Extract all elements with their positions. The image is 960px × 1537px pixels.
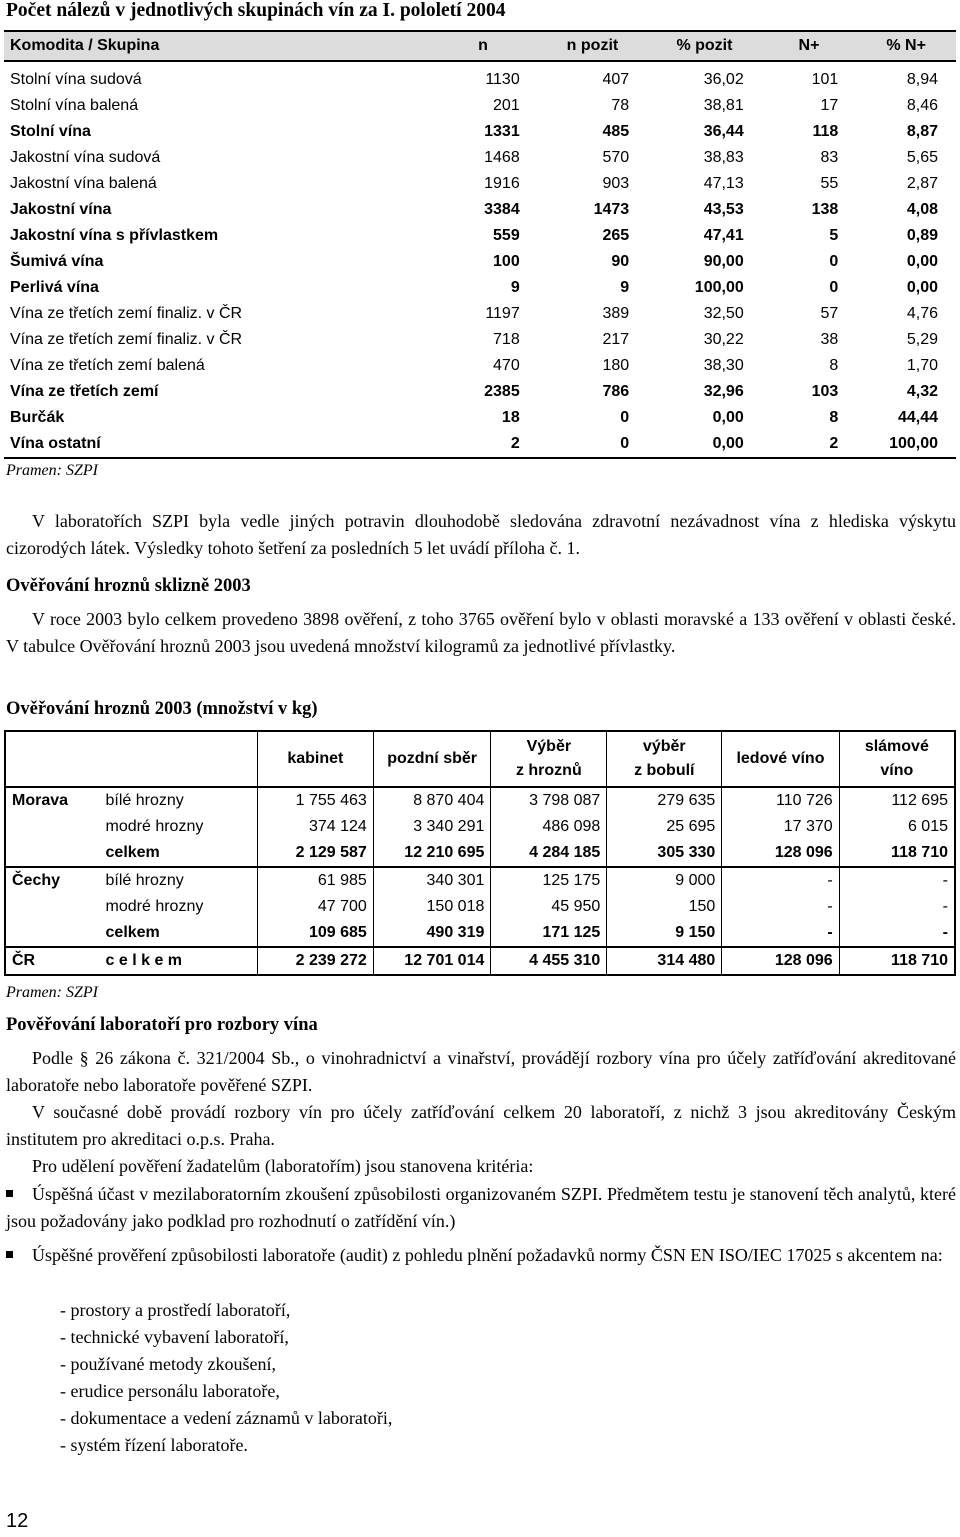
cell-value: 55 [820,175,839,192]
cell-value: 118 710 [839,947,955,975]
table-row [4,145,956,171]
findings-table-header [4,31,956,61]
list-item: - používané metody zkoušení, [60,1354,276,1374]
header-cell [373,731,491,787]
section-heading-labs: Pověřování laboratoří pro rozbory vína [6,1015,318,1035]
cell-value: 103 [811,383,839,400]
cell-value: 279 635 [607,787,722,814]
cell-value: 9 [510,279,520,296]
cell-value: 4,76 [906,305,938,322]
header-cell: n pozit [538,31,647,61]
cell-value: 83 [820,149,839,166]
cell-value: 25 695 [607,814,722,840]
row-label: Vína ostatní [4,431,428,458]
findings-table [4,30,956,459]
table-row [4,249,956,275]
cell-value: 8,94 [906,71,938,88]
cell-value: 1331 [484,123,520,140]
cell-value: 2 [428,431,537,458]
header-cell: n [428,31,537,61]
cell-value: - [839,894,955,920]
cell-value: 12 701 014 [373,947,491,975]
cell-value: 0 [829,253,839,270]
cell-value: 4,32 [906,383,938,400]
table-row [4,223,956,249]
paragraph-1: V laboratořích SZPI byla vedle jiných potravin dlouhodobě sledována zdravotní nezávadnost vína z hlediska výskytu cizorodých látek. Výsledky tohoto šetření za posledních 5 let uvádí příloha č. 1. [6,511,956,558]
cell-value: 407 [602,71,630,88]
header-line: z hroznů [515,762,582,779]
cell-value: 2,87 [906,175,938,192]
grape-verification-table [4,730,956,976]
findings-table-body [4,67,956,458]
cell-value: 0,00 [906,253,938,270]
cell-value: 30,22 [703,331,744,348]
cell-value: 61 985 [257,867,373,894]
cell-value: 1916 [484,175,520,192]
region-label [5,920,100,947]
table-row [4,327,956,353]
table-row [4,275,956,301]
region-label: Čechy [5,867,100,894]
cell-value: 0 [829,279,839,296]
row-label: Vína ze třetích zemí [10,383,159,400]
cell-value: 265 [602,227,630,244]
cell-value: 6 015 [839,814,955,840]
cell-value: 0 [538,431,647,458]
list-item: - systém řízení laboratoře. [60,1435,248,1455]
bullet-square-icon [6,1190,13,1197]
cell-value: 217 [602,331,630,348]
row-label: Jakostní vína s přívlastkem [10,227,219,244]
section-heading-verification: Ověřování hroznů sklizně 2003 [6,576,251,596]
cell-value: 57 [820,305,839,322]
row-label: celkem [105,924,160,941]
table-row [4,67,956,93]
header-line: víno [880,762,914,779]
cell-value: - [722,894,839,920]
table-row [4,197,956,223]
row-label: Stolní vína balená [10,97,139,114]
cell-value: 43,53 [703,201,744,218]
cell-value: 32,50 [703,305,744,322]
cell-value: 8 870 404 [373,787,491,814]
grape-table-header [5,731,955,787]
cell-value: 138 [811,201,839,218]
cell-value: 4 455 310 [491,947,607,975]
table-row [5,787,955,814]
cell-value: 0 [620,409,630,426]
criteria-bullet-1: Úspěšná účast v mezilaboratorním zkoušení způsobilosti organizovaném SZPI. Předmětem testu je stanovení těch analytů, které jsou požadovány jako podklad pro rozhodnutí o zatřídění vín.) [6,1184,956,1231]
cell-value: 47,41 [703,227,744,244]
cell-value: 485 [602,123,630,140]
header-line: z bobulí [634,762,695,779]
cell-value: 2 239 272 [257,947,373,975]
paragraph-4: V současné době provádí rozbory vín pro účely zatříďování celkem 20 laboratoří, z nichž 3 jsou akreditovány Českým institutem pro akreditaci o.p.s. Praha. [6,1102,956,1149]
region-label [5,840,100,867]
cell-value: - [722,867,839,894]
header-cell [257,731,373,787]
cell-value: 128 096 [722,947,839,975]
table-row [5,920,955,947]
cell-value: 8,87 [906,123,938,140]
cell-value: 44,44 [897,409,938,426]
table-row [5,894,955,920]
cell-value: 0,00 [906,279,938,296]
cell-value: 112 695 [839,787,955,814]
cell-value: 17 [820,97,839,114]
cell-value: 38,83 [703,149,744,166]
cell-value: 47,13 [703,175,744,192]
cell-value: 490 319 [373,920,491,947]
cell-value: - [839,920,955,947]
cell-value: 78 [611,97,630,114]
table-row [5,947,955,975]
cell-value: 486 098 [491,814,607,840]
header-cell: % pozit [647,31,762,61]
table-row [4,171,956,197]
cell-value: 389 [602,305,630,322]
table-row [4,405,956,431]
cell-value: 118 710 [839,840,955,867]
row-label: modré hrozny [105,818,204,835]
cell-value: 314 480 [607,947,722,975]
header-line: slámové [864,738,929,755]
cell-value: 128 096 [722,840,839,867]
cell-value: 0,00 [712,409,744,426]
list-item: - dokumentace a vedení záznamů v laboratoři, [60,1408,393,1428]
cell-value: 12 210 695 [373,840,491,867]
cell-value: 5,29 [906,331,938,348]
cell-value: 45 950 [491,894,607,920]
header-line: ledové víno [736,750,825,767]
cell-value: 36,02 [703,71,744,88]
row-label: Vína ze třetích zemí balená [10,357,205,374]
cell-value: 4,08 [906,201,938,218]
cell-value: 38 [820,331,839,348]
header-line: kabinet [287,750,344,767]
cell-value: 8,46 [906,97,938,114]
header-line: Výběr [526,738,572,755]
row-label: Stolní vína sudová [10,71,142,88]
paragraph-5: Pro udělení pověření žadatelům (laboratořím) jsou stanovena kritéria: [32,1156,534,1176]
table-row [4,379,956,405]
cell-value: 1468 [484,149,520,166]
table-row [5,867,955,894]
cell-value: 1197 [485,305,520,322]
cell-value: 18 [501,409,520,426]
table-row [5,840,955,867]
table-row [4,353,956,379]
header-line: výběr [642,738,686,755]
cell-value: 570 [602,149,630,166]
cell-value: 125 175 [491,867,607,894]
cell-value: 5 [829,227,839,244]
page-number: 12 [6,1510,29,1532]
cell-value: 4 284 185 [491,840,607,867]
audit-list [60,1297,392,1459]
cell-value: 38,30 [703,357,744,374]
cell-value: 1,70 [906,357,938,374]
cell-value: 171 125 [491,920,607,947]
list-item: - erudice personálu laboratoře, [60,1381,280,1401]
row-label: c e l k e m [100,947,258,975]
row-label: Burčák [10,409,65,426]
cell-value: 2 129 587 [257,840,373,867]
cell-value: 47 700 [257,894,373,920]
cell-value: 101 [811,71,839,88]
cell-value: 17 370 [722,814,839,840]
row-label: Jakostní vína [10,201,112,218]
cell-value: 90,00 [703,253,744,270]
cell-value: 3384 [484,201,520,218]
table-row [4,301,956,327]
cell-value: 2 [762,431,857,458]
cell-value: 36,44 [703,123,744,140]
region-label: ČR [5,947,100,975]
cell-value: 110 726 [722,787,839,814]
region-label [5,894,100,920]
cell-value: 100,00 [694,279,744,296]
cell-value: 374 124 [257,814,373,840]
row-label: bílé hrozny [100,867,258,894]
cell-value: 100,00 [856,431,956,458]
row-label: modré hrozny [105,898,204,915]
cell-value: 0,00 [647,431,762,458]
table2-heading: Ověřování hroznů 2003 (množství v kg) [6,699,318,719]
cell-value: 786 [602,383,630,400]
cell-value: 1130 [485,71,520,88]
page-title: Počet nálezů v jednotlivých skupinách vín za I. pololetí 2004 [6,0,506,21]
table-row [4,93,956,119]
cell-value: 32,96 [703,383,744,400]
table2-source: Pramen: SZPI [6,984,98,1001]
header-line: pozdní sběr [387,750,477,767]
cell-value: 340 301 [373,867,491,894]
table-row [4,119,956,145]
table1-source: Pramen: SZPI [6,462,98,479]
table-row [5,814,955,840]
cell-value: 180 [602,357,630,374]
cell-value: 470 [493,357,520,374]
region-label: Morava [12,792,69,809]
row-label: Jakostní vína balená [10,175,157,192]
cell-value: 718 [493,331,520,348]
header-cell: Komodita / Skupina [4,31,428,61]
cell-value: 118 [812,123,839,140]
cell-value: 1 755 463 [257,787,373,814]
cell-value: 3 340 291 [373,814,491,840]
cell-value: 1473 [593,201,630,218]
header-cell [491,731,607,787]
list-item: - technické vybavení laboratoří, [60,1327,289,1347]
paragraph-3: Podle § 26 zákona č. 321/2004 Sb., o vinohradnictví a vinařství, provádějí rozbory vína pro účely zatříďování akreditované laboratoře nebo laboratoře pověřené SZPI. [6,1048,956,1095]
criteria-bullet-2: Úspěšné prověření způsobilosti laboratoře (audit) z pohledu plnění požadavků normy ČSN EN ISO/IEC 17025 s akcentem na: [6,1242,956,1269]
list-item: - prostory a prostředí laboratoří, [60,1300,291,1320]
row-label: Vína ze třetích zemí finaliz. v ČR [10,331,243,348]
row-label: Šumivá vína [10,253,104,270]
cell-value: - [839,867,955,894]
cell-value: 201 [493,97,520,114]
header-cell [839,731,955,787]
header-cell: N+ [762,31,857,61]
cell-value: 8 [829,409,839,426]
cell-value: 903 [602,175,630,192]
table-row [4,431,956,458]
row-label: celkem [105,844,160,861]
cell-value: 109 685 [257,920,373,947]
header-cell: % N+ [856,31,956,61]
cell-value: 559 [493,227,520,244]
cell-value: 90 [611,253,630,270]
region-label [5,814,100,840]
header-cell [722,731,839,787]
bullet-square-icon [6,1251,13,1258]
cell-value: 150 [607,894,722,920]
row-label: bílé hrozny [105,792,184,809]
cell-value: 3 798 087 [491,787,607,814]
cell-value: 8 [829,357,839,374]
cell-value: 9 [620,279,630,296]
row-label: Stolní vína [10,123,91,140]
row-label: Perlivá vína [10,279,99,296]
cell-value: - [722,920,839,947]
cell-value: 9 150 [607,920,722,947]
cell-value: 2385 [484,383,520,400]
cell-value: 38,81 [703,97,744,114]
paragraph-2: V roce 2003 bylo celkem provedeno 3898 ověření, z toho 3765 ověření bylo v oblasti moravské a 133 ověření v oblasti české. V tabulce Ověřování hroznů 2003 jsou uvedená množství kilogramů za jednotlivé přívlastky. [6,609,956,656]
cell-value: 9 000 [607,867,722,894]
cell-value: 100 [493,253,520,270]
grape-table-body [5,787,955,975]
cell-value: 0,89 [906,227,938,244]
header-cell [607,731,722,787]
cell-value: 150 018 [373,894,491,920]
row-label: Jakostní vína sudová [10,149,161,166]
cell-value: 305 330 [607,840,722,867]
cell-value: 5,65 [906,149,938,166]
row-label: Vína ze třetích zemí finaliz. v ČR [10,305,243,322]
